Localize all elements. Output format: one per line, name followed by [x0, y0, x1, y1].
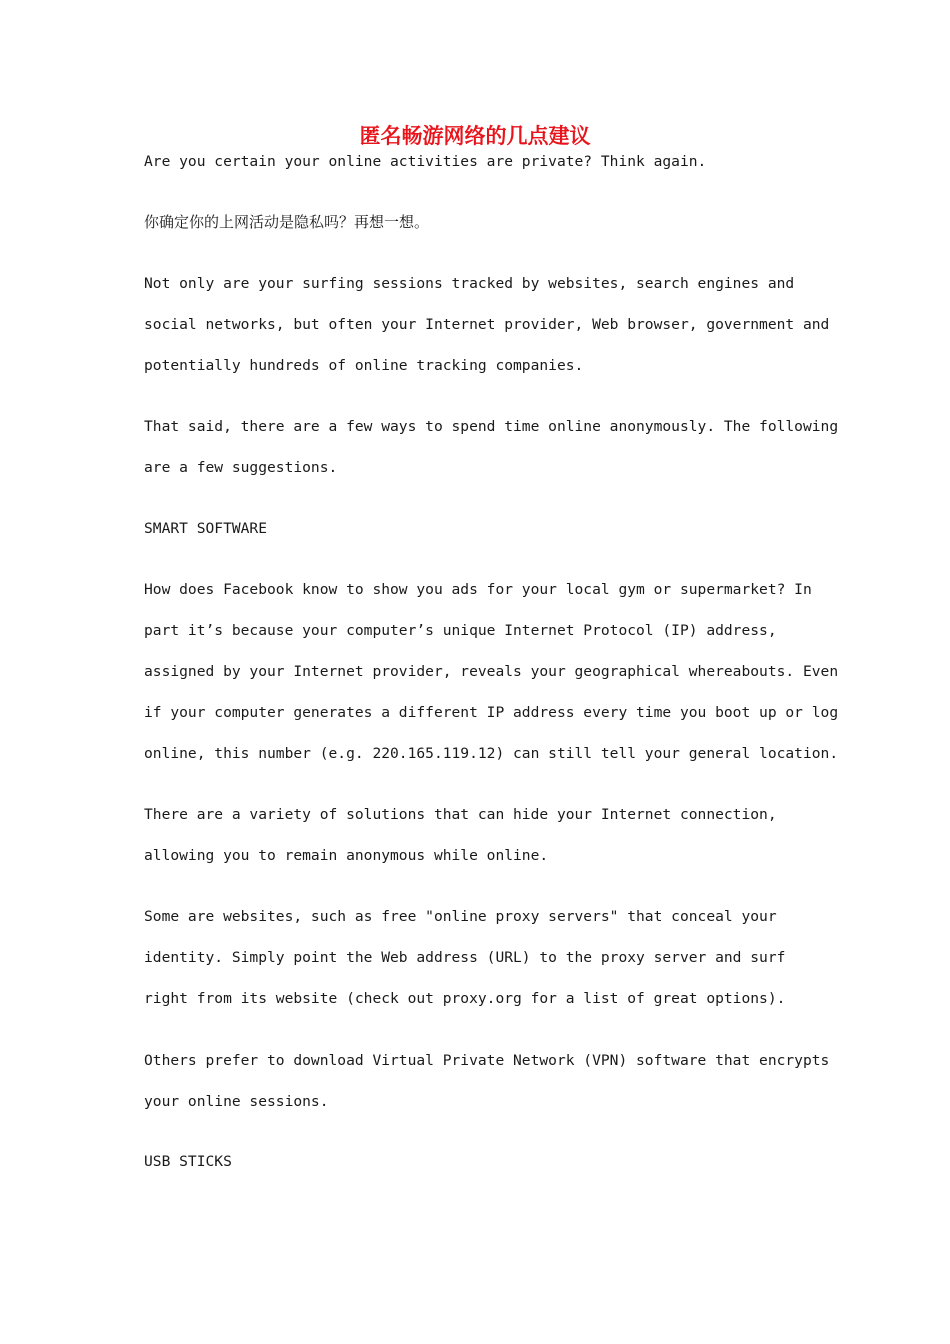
text-line: assigned by your Internet provider, reveals your geographical whereabouts. Even	[144, 663, 839, 680]
text-line: social networks, but often your Internet provider, Web browser, government and	[144, 316, 830, 333]
text-line-chinese-translation: 你确定你的上网活动是隐私吗？再想一想。	[144, 213, 430, 231]
section-heading-smart-software: SMART SOFTWARE	[144, 520, 268, 537]
text-line: right from its website (check out proxy.org for a list of great options).	[144, 990, 786, 1007]
text-line: allowing you to remain anonymous while online.	[144, 847, 549, 864]
text-line: Others prefer to download Virtual Private Network (VPN) software that encrypts	[144, 1052, 830, 1069]
text-line: There are a variety of solutions that can hide your Internet connection,	[144, 806, 777, 823]
text-line: are a few suggestions.	[144, 459, 338, 476]
text-line: part it’s because your computer’s unique Internet Protocol (IP) address,	[144, 622, 777, 639]
text-line: potentially hundreds of online tracking companies.	[144, 357, 584, 374]
text-line: Some are websites, such as free "online proxy servers" that conceal your	[144, 908, 777, 925]
text-line: How does Facebook know to show you ads for your local gym or supermarket? In	[144, 581, 812, 598]
text-line-intro-question: Are you certain your online activities are private? Think again.	[144, 153, 707, 170]
text-line: online, this number (e.g. 220.165.119.12) can still tell your general location.	[144, 745, 839, 762]
text-line: Not only are your surfing sessions tracked by websites, search engines and	[144, 275, 795, 292]
text-line: if your computer generates a different IP address every time you boot up or log	[144, 704, 839, 721]
text-line: That said, there are a few ways to spend time online anonymously. The following	[144, 418, 839, 435]
section-heading-usb-sticks: USB STICKS	[144, 1153, 232, 1170]
document-title: 匿名畅游网络的几点建议	[359, 124, 591, 148]
text-line: identity. Simply point the Web address (URL) to the proxy server and surf	[144, 949, 786, 966]
text-line: your online sessions.	[144, 1093, 329, 1110]
